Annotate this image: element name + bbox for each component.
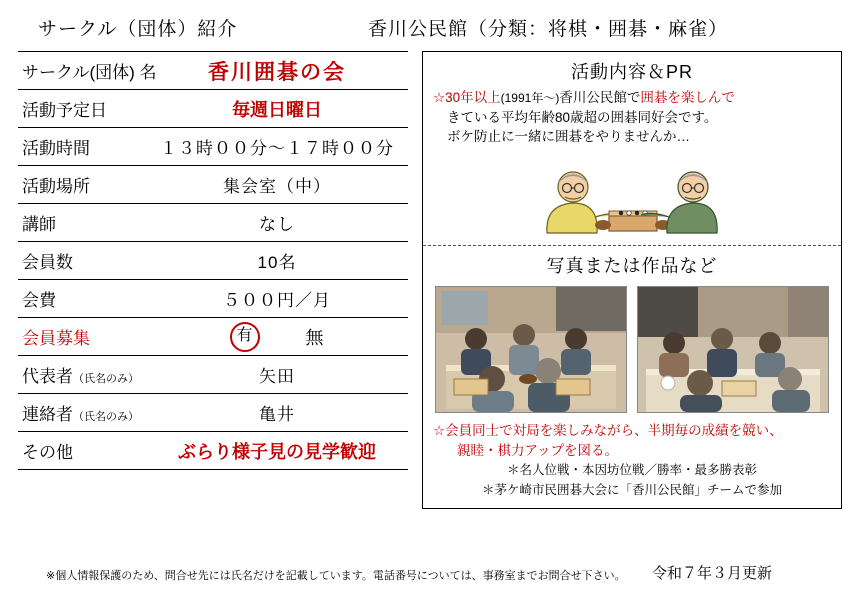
pr-column [422, 51, 842, 509]
pr-line1-years: (1991年～) [500, 91, 560, 105]
table-row [18, 280, 408, 318]
go-players-illustration-icon [423, 153, 841, 239]
row-value-instructor: なし [146, 204, 408, 242]
caption-line-3: ＊名人位戦・本因坊位戦／勝率・最多勝表彰 [506, 463, 757, 478]
table-row [18, 52, 408, 90]
table-row [18, 204, 408, 242]
row-value-place: 集会室（中） [146, 166, 408, 204]
photo-captions [423, 419, 841, 508]
row-label-instructor: 講師 [18, 204, 146, 242]
row-value-other [146, 432, 408, 470]
pr-line-2: きている平均年齢80歳超の囲碁同好会です。 [447, 109, 718, 125]
row-label-circle-name: サークル(団体) 名 [18, 52, 146, 90]
caption-line-2: 親睦・棋力アップを図る。 [457, 442, 619, 458]
contact-label-main: 連絡者 [22, 405, 73, 424]
row-label-fee: 会費 [18, 280, 146, 318]
row-label-contact [18, 394, 146, 432]
table-row [18, 166, 408, 204]
row-label-place: 活動場所 [18, 166, 146, 204]
info-column [18, 51, 408, 509]
row-label-activity-day: 活動予定日 [18, 90, 146, 128]
representative-label-sub: （氏名のみ） [73, 373, 139, 385]
pr-line-1 [433, 88, 831, 108]
caption-line-4: ＊茅ケ崎市民囲碁大会に「香川公民館」チームで参加 [481, 482, 782, 497]
row-value-circle-name [146, 52, 408, 90]
page-subtitle: 香川公民館（分類：将棋・囲碁・麻雀） [368, 19, 729, 40]
photo-right [637, 286, 829, 413]
pr-line1-c: 香川公民館で [559, 90, 641, 105]
caption-line-1: ☆会員同士で対局を楽しみながら、半期毎の成績を競い、 [433, 422, 783, 438]
row-label-representative [18, 356, 146, 394]
privacy-note: ※個人情報保護のため、問合せ先には氏名だけを記載しています。電話番号については、事務室までお問合せ下さい。 [46, 570, 626, 582]
recruiting-no: 無 [305, 327, 325, 348]
row-value-activity-day [146, 90, 408, 128]
pr-body [423, 88, 841, 151]
table-row [18, 128, 408, 166]
photo-gallery [423, 282, 841, 419]
table-row [18, 242, 408, 280]
pr-title: 活動内容＆PR [570, 62, 693, 82]
row-value-contact: 亀井 [146, 394, 408, 432]
recruiting-yes-marked: 有 [230, 322, 260, 352]
circle-info-table [18, 51, 408, 470]
row-label-other: その他 [18, 432, 146, 470]
table-row [18, 394, 408, 432]
pr-line1-accent-a: ☆30年以上 [433, 90, 501, 105]
circle-name-text: 香川囲碁の会 [208, 60, 346, 84]
contact-label-sub: （氏名のみ） [73, 411, 139, 423]
row-label-activity-time: 活動時間 [18, 128, 146, 166]
main-content [18, 51, 832, 509]
pr-line-3: ボケ防止に一緒に囲碁をやりませんか… [447, 129, 690, 145]
row-value-recruiting [146, 318, 408, 356]
pr-panel [422, 51, 842, 509]
row-label-member-count: 会員数 [18, 242, 146, 280]
update-date: 令和７年３月更新 [651, 565, 772, 582]
representative-label-main: 代表者 [22, 367, 73, 386]
row-value-activity-time: １３時００分～１７時００分 [146, 128, 408, 166]
page-title: サークル（団体）紹介 [38, 19, 238, 40]
row-value-member-count: 10名 [146, 242, 408, 280]
photos-title: 写真または作品など [546, 255, 718, 276]
activity-day-text: 毎週日曜日 [232, 99, 322, 120]
row-value-representative: 矢田 [146, 356, 408, 394]
pr-line1-accent-d: 囲碁を楽しんで [640, 90, 735, 105]
table-row [18, 90, 408, 128]
row-value-fee: ５００円／月 [146, 280, 408, 318]
table-row [18, 318, 408, 356]
row-label-recruiting: 会員募集 [18, 318, 146, 356]
table-row [18, 356, 408, 394]
other-text: ぶらり様子見の見学歓迎 [178, 441, 376, 462]
page-header [18, 14, 832, 41]
table-row [18, 432, 408, 470]
photo-left [435, 286, 627, 413]
page-footer [18, 562, 832, 583]
